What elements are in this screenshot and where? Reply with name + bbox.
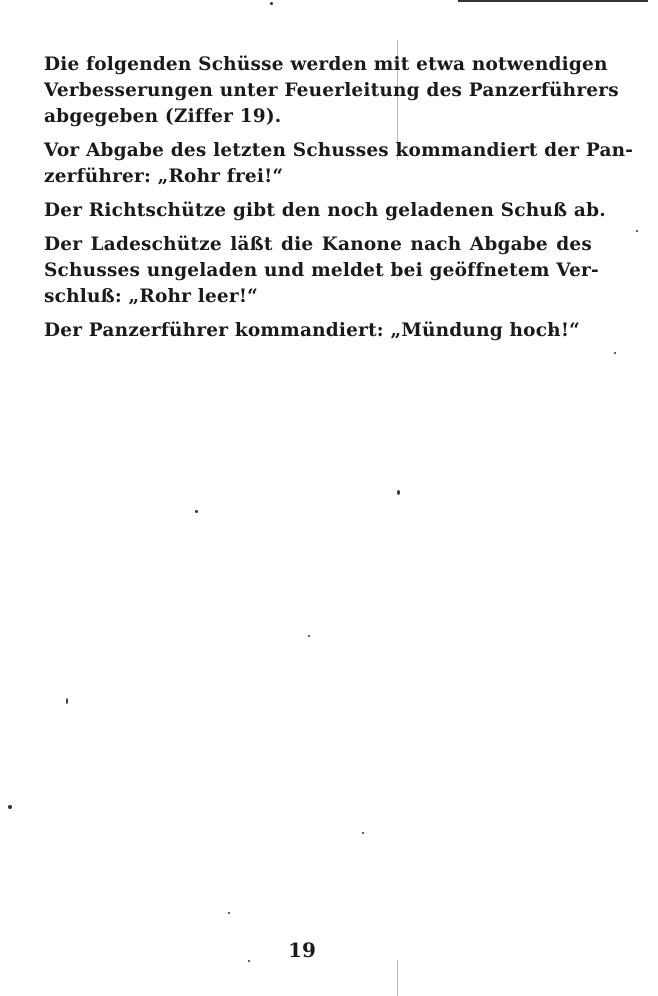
text-line: Verbesserungen unter Feuerleitung des Panzerführers [44, 80, 619, 101]
text-line: schluß: „Rohr leer!“ [44, 286, 259, 307]
text-line: Vor Abgabe des letzten Schusses kommandiert der Pan- [44, 140, 634, 161]
text-line: Der Richtschütze gibt den noch geladenen Schuß ab. [44, 200, 606, 221]
text-line: Der Ladeschütze läßt die Kanone nach Abgabe des [44, 234, 592, 255]
scan-speck [636, 230, 638, 232]
paragraph [44, 232, 599, 310]
paragraph [44, 198, 606, 224]
page-number: 19 [288, 938, 316, 962]
paragraph [44, 52, 619, 130]
text-line: abgegeben (Ziffer 19). [44, 106, 282, 127]
top-edge-rule [458, 0, 648, 2]
scan-speck [270, 2, 273, 5]
scan-speck [397, 490, 400, 495]
body-text [44, 52, 634, 352]
text-line: Die folgenden Schüsse werden mit etwa notwendigen [44, 54, 608, 75]
scan-artifact-line [397, 960, 398, 996]
paragraph [44, 318, 592, 344]
scan-speck [195, 510, 198, 513]
scan-speck [8, 805, 12, 809]
scan-speck [248, 960, 250, 962]
text-line: Schusses ungeladen und meldet bei geöffnetem Ver- [44, 260, 599, 281]
scan-speck [66, 698, 68, 704]
text-line: zerführer: „Rohr frei!“ [44, 166, 284, 187]
scan-speck [228, 912, 230, 914]
scan-speck [614, 352, 616, 354]
scan-speck [308, 635, 310, 637]
scan-speck [362, 832, 364, 834]
text-line: Der Panzerführer kommandiert: „Mündung hoch!“ [44, 320, 580, 341]
paragraph [44, 138, 634, 190]
